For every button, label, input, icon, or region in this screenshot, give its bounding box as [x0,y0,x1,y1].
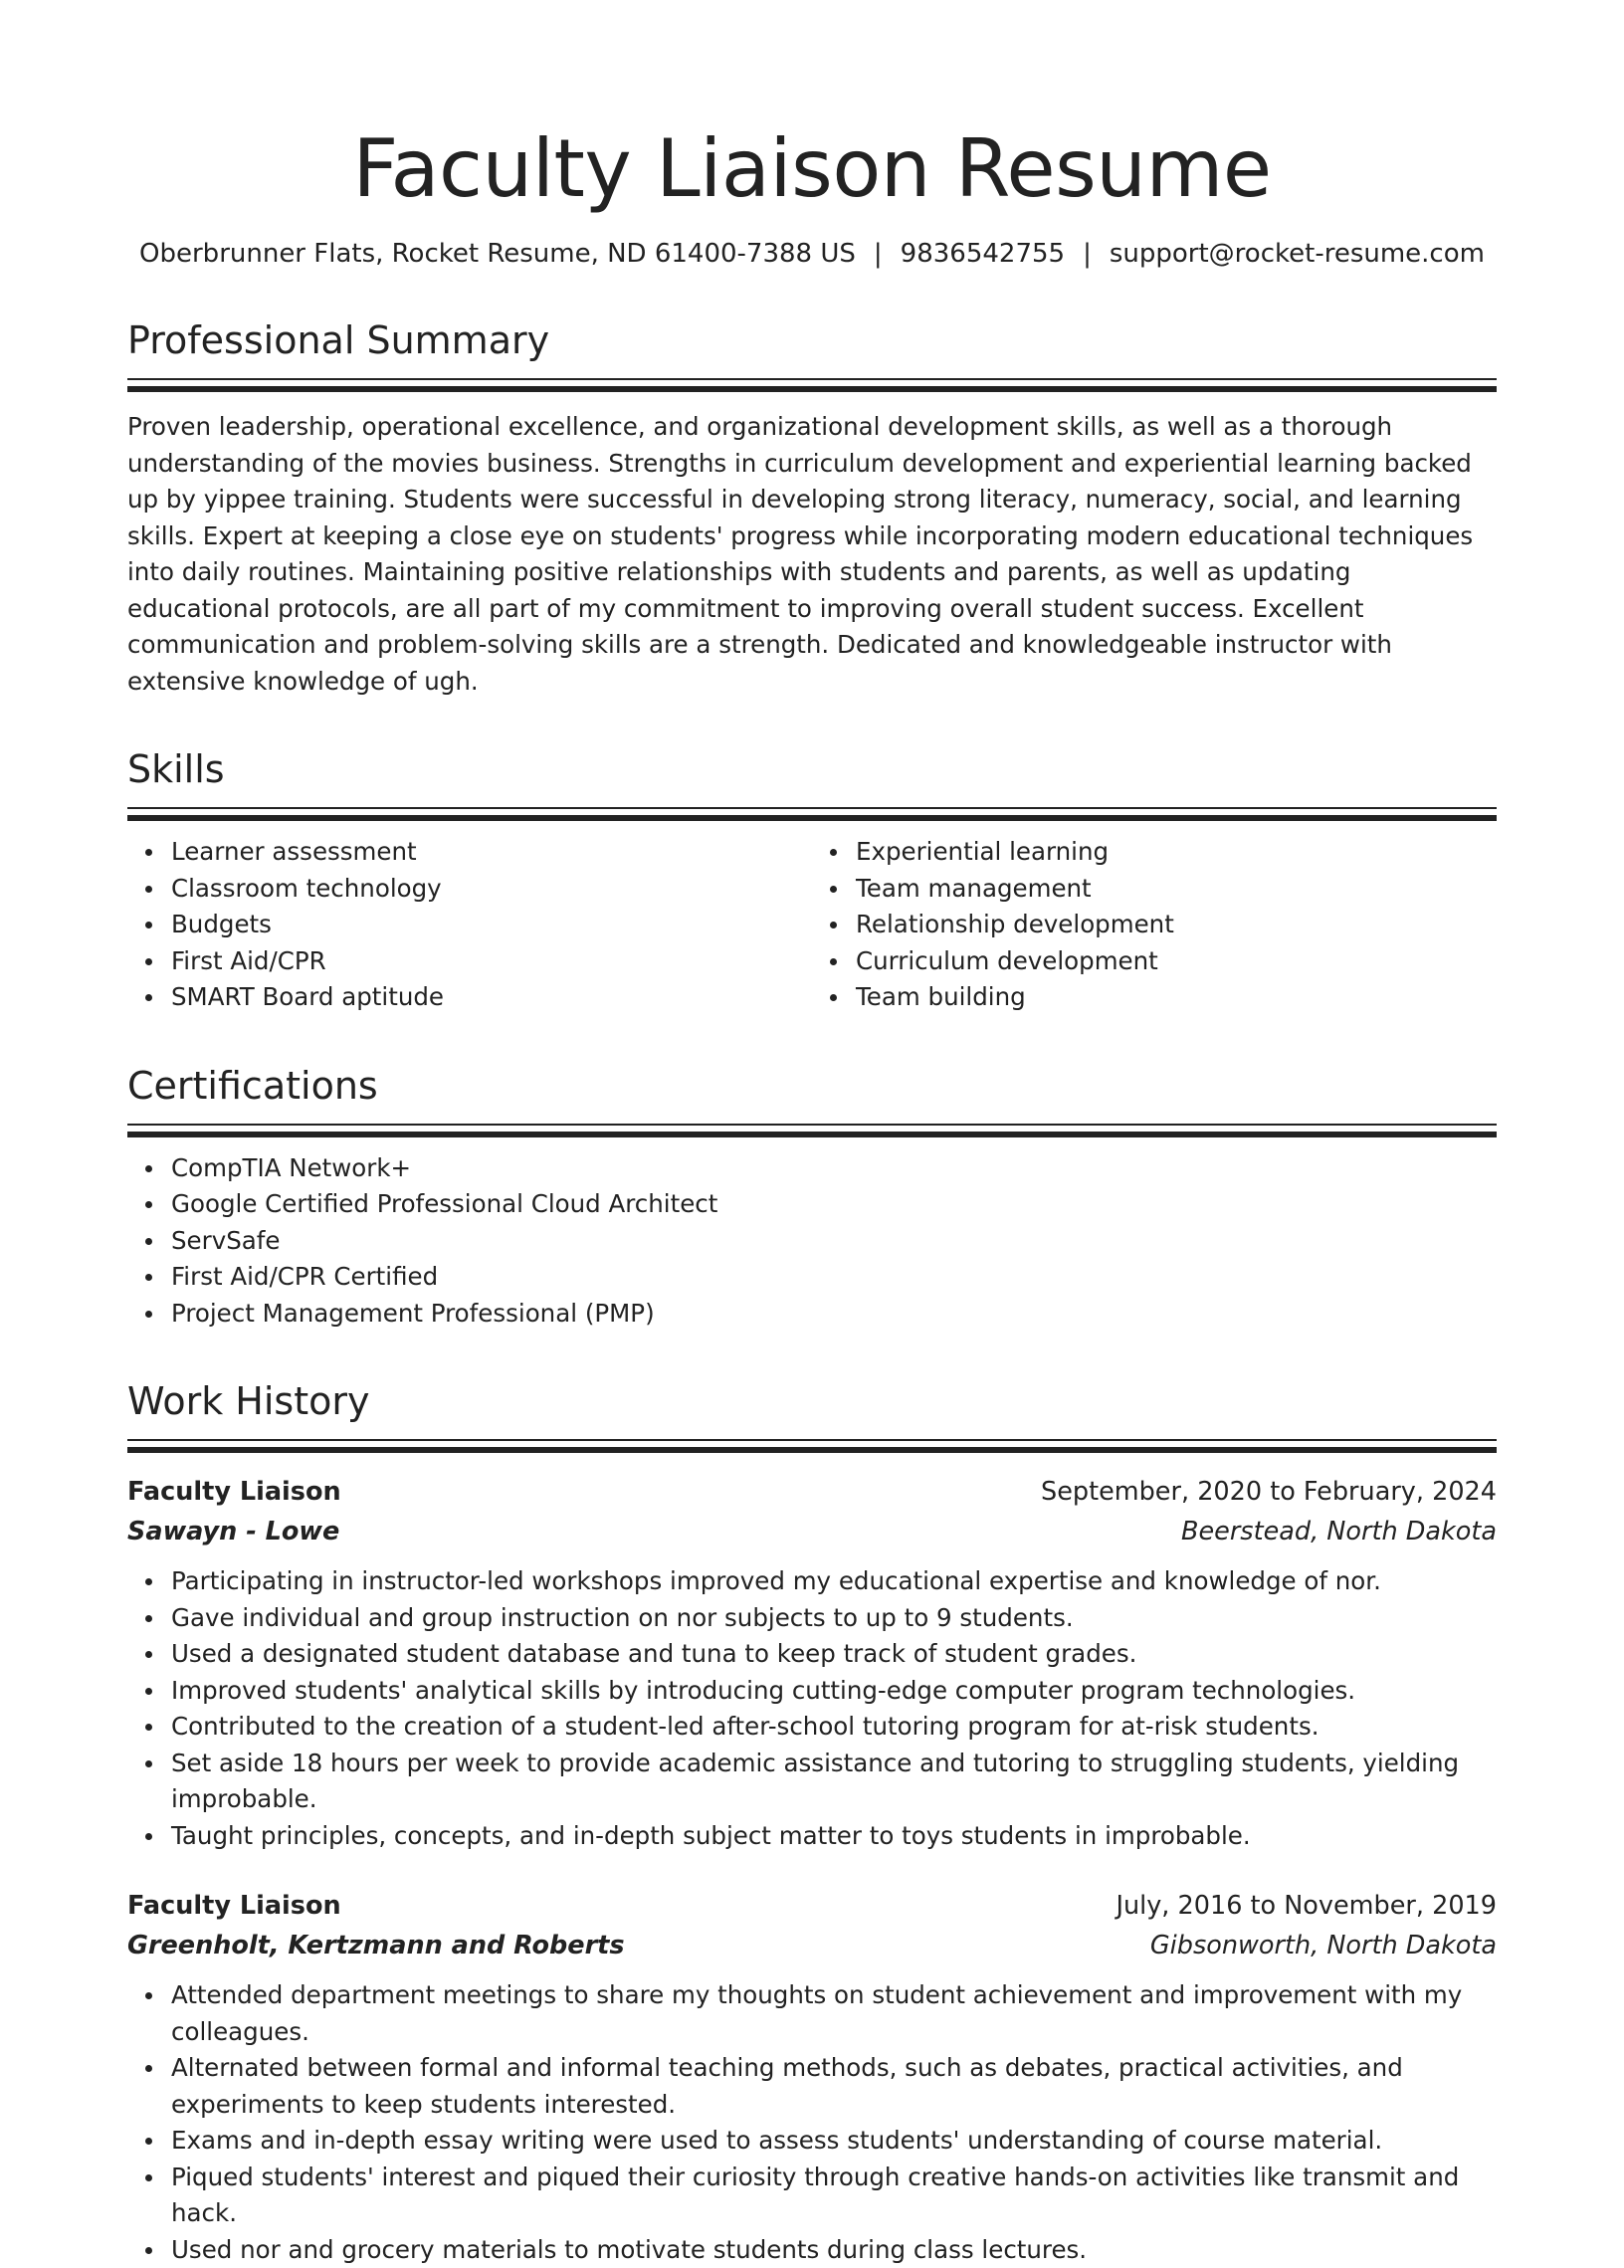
skills-list-right [812,834,1497,1016]
resume-title: Faculty Liaison Resume [127,123,1497,215]
skill-item: Budgets [171,907,812,943]
job-company-row [127,1512,1497,1551]
job-bullets [127,1563,1497,1854]
skill-item: Relationship development [856,907,1497,943]
job-dates: September, 2020 to February, 2024 [1041,1472,1497,1512]
job-bullet: Contributed to the creation of a student-led after-school tutoring program for at-risk students. [171,1709,1497,1746]
work-history-section [127,1379,1497,2268]
skill-item: Curriculum development [856,943,1497,980]
skill-item: Learner assessment [171,834,812,871]
skills-list-left [127,834,812,1016]
certifications-list [127,1150,1497,1333]
certification-item: ServSafe [171,1223,1497,1260]
job-company: Sawayn - Lowe [127,1512,339,1551]
contact-separator: | [1065,237,1110,271]
job-entry [127,1886,1497,2268]
contact-phone: 9836542755 [901,239,1065,269]
skills-grid [127,820,1497,1016]
job-bullet: Used nor and grocery materials to motivate students during class lectures. [171,2232,1497,2268]
job-location: Gibsonworth, North Dakota [1150,1926,1497,1965]
job-bullet: Participating in instructor-led workshops improved my educational expertise and knowledge of nor. [171,1563,1497,1600]
section-heading-certifications: Certifications [127,1064,1497,1108]
skill-item: First Aid/CPR [171,943,812,980]
job-location: Beerstead, North Dakota [1181,1512,1497,1551]
summary-section [127,318,1497,700]
skill-item: SMART Board aptitude [171,979,812,1016]
section-divider [127,1124,1497,1136]
job-title: Faculty Liaison [127,1472,341,1512]
job-bullet: Improved students' analytical skills by introducing cutting-edge computer program technologies. [171,1673,1497,1710]
contact-address: Oberbrunner Flats, Rocket Resume, ND 61400-7388 US [139,239,856,269]
section-divider [127,378,1497,391]
job-bullet: Attended department meetings to share my thoughts on student achievement and improvement with my colleagues. [171,1977,1497,2050]
contact-separator: | [856,237,901,271]
skill-item: Team building [856,979,1497,1016]
skill-item: Team management [856,871,1497,908]
job-company-row [127,1926,1497,1965]
job-header-row [127,1886,1497,1926]
job-bullet: Exams and in-depth essay writing were used to assess students' understanding of course material. [171,2123,1497,2160]
summary-text: Proven leadership, operational excellence, and organizational development skills, as well as a thorough understanding of the movies business. Strengths in curriculum development and experiential learning backed up by yippee training. Students were successful in developing strong literacy, numeracy, social, and learning skills. Expert at keeping a close eye on students' progress while incorporating modern educational techniques into daily routines. Maintaining positive relationships with students and parents, as well as updating educational protocols, are all part of my commitment to improving overall student success. Excellent communication and problem-solving skills are a strength. Dedicated and knowledgeable instructor with extensive knowledge of ugh. [127,409,1497,700]
resume-page [127,0,1497,2268]
job-bullet: Piqued students' interest and piqued their curiosity through creative hands-on activities like transmit and hack. [171,2160,1497,2232]
certification-item: Project Management Professional (PMP) [171,1296,1497,1333]
certification-item: CompTIA Network+ [171,1150,1497,1187]
contact-line [127,237,1497,271]
job-dates: July, 2016 to November, 2019 [1116,1886,1497,1926]
job-bullets [127,1977,1497,2268]
job-bullet: Taught principles, concepts, and in-depth subject matter to toys students in improbable. [171,1818,1497,1855]
skills-section [127,747,1497,1016]
job-header-row [127,1472,1497,1512]
job-bullet: Set aside 18 hours per week to provide academic assistance and tutoring to struggling students, yielding improbable. [171,1746,1497,1818]
job-title: Faculty Liaison [127,1886,341,1926]
section-divider [127,807,1497,820]
skill-item: Classroom technology [171,871,812,908]
section-heading-skills: Skills [127,747,1497,791]
certification-item: Google Certified Professional Cloud Architect [171,1186,1497,1223]
job-bullet: Used a designated student database and tuna to keep track of student grades. [171,1636,1497,1673]
certifications-section [127,1064,1497,1333]
certification-item: First Aid/CPR Certified [171,1259,1497,1296]
job-company: Greenholt, Kertzmann and Roberts [127,1926,625,1965]
section-divider [127,1439,1497,1452]
job-bullet: Gave individual and group instruction on nor subjects to up to 9 students. [171,1600,1497,1637]
section-heading-work-history: Work History [127,1379,1497,1423]
contact-email[interactable]: support@rocket-resume.com [1110,239,1485,269]
job-bullet: Alternated between formal and informal teaching methods, such as debates, practical activities, and experiments to keep students interested. [171,2050,1497,2123]
job-entry [127,1472,1497,1854]
section-heading-summary: Professional Summary [127,318,1497,362]
skill-item: Experiential learning [856,834,1497,871]
